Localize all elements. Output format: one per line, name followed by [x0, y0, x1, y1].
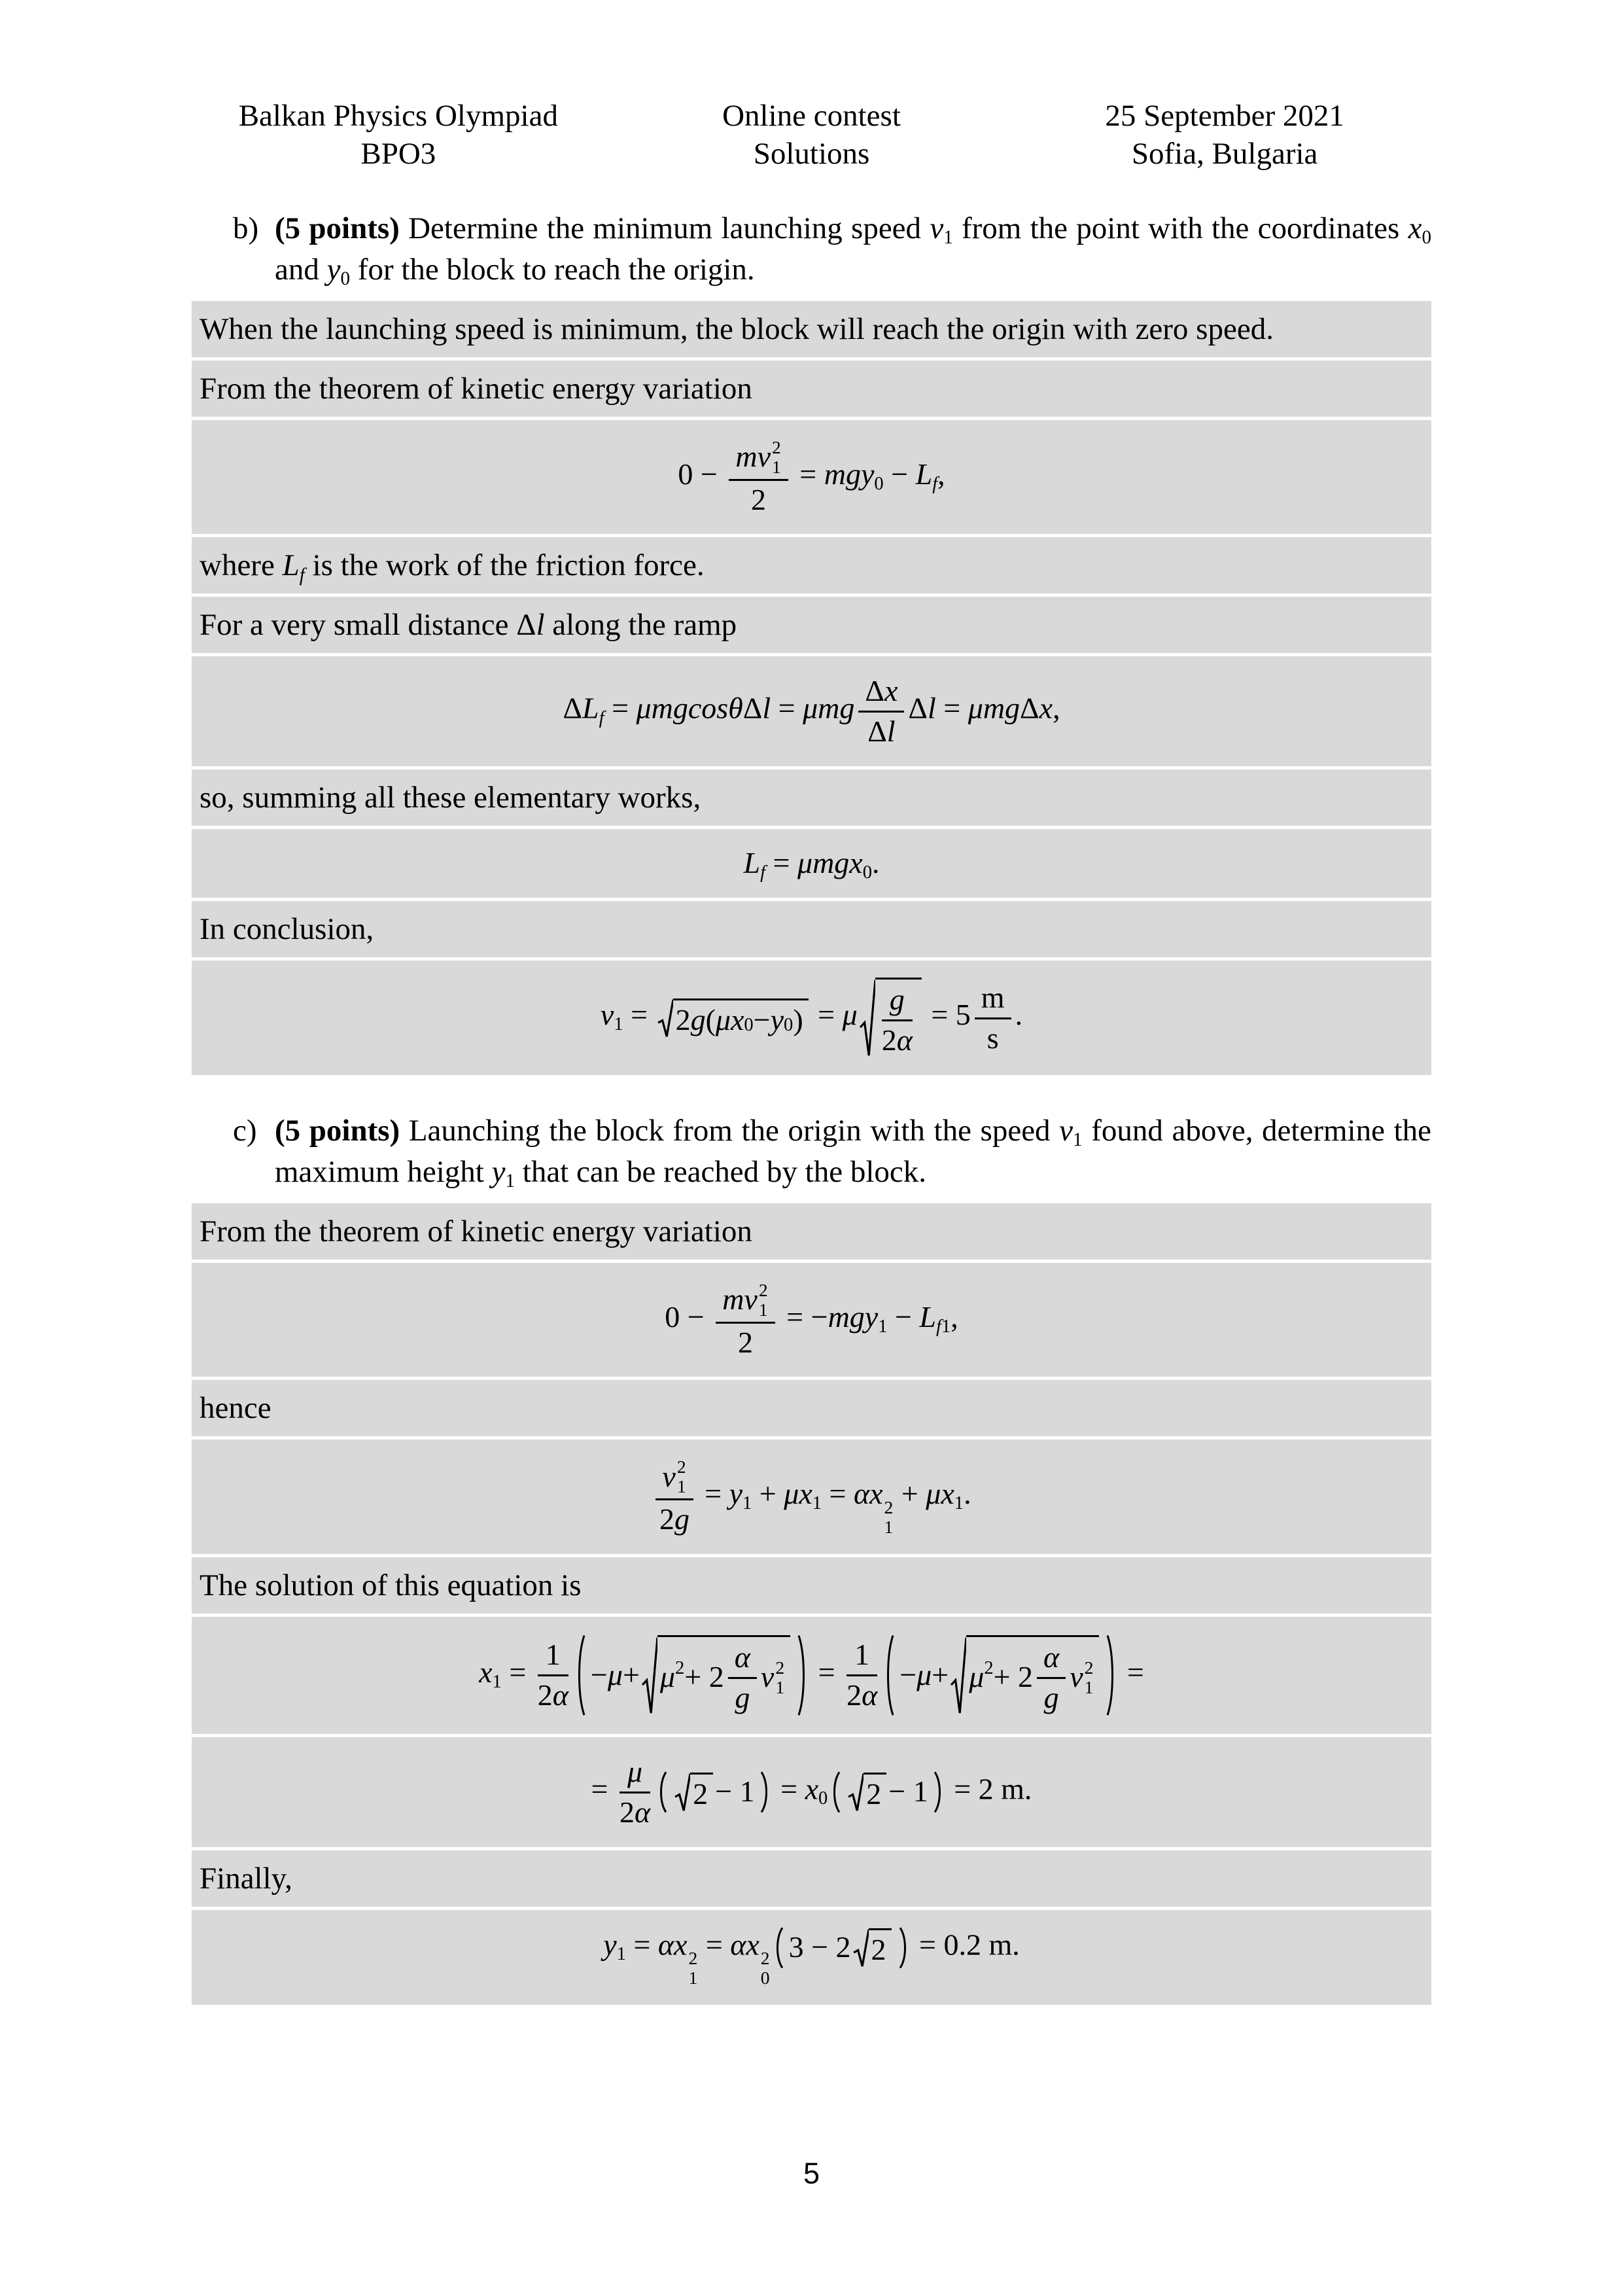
solution-b-equation-3: $L_f = \mu mgx_0$. — [192, 829, 1431, 898]
question-b — [233, 208, 1431, 291]
solution-c — [192, 1203, 1431, 2005]
solution-b-paragraph-4: For a very small distance Δl along the ramp — [192, 597, 1431, 653]
solution-b-paragraph-5: so, summing all these elementary works, — [192, 769, 1431, 826]
header-left-line2: BPO3 — [360, 137, 436, 171]
header-right-line1: 25 September 2021 — [1105, 99, 1344, 133]
solution-b-equation-1: 0 − m v 2 1 2 = $mgy_0 - L_f$, — [192, 420, 1431, 534]
header-center-line1: Online contest — [722, 99, 901, 133]
header-right-line2: Sofia, Bulgaria — [1131, 137, 1318, 171]
solution-b — [192, 301, 1431, 1075]
header-left — [192, 97, 605, 173]
solution-b-paragraph-6: In conclusion, — [192, 901, 1431, 957]
solution-c-equation-1: 0 − m v 2 1 2 = $-mgy_1 - L_{f1}$, — [192, 1263, 1431, 1377]
doc-header — [192, 0, 1431, 173]
solution-b-paragraph-3: where $L_f$ is the work of the friction force. — [192, 537, 1431, 593]
solution-b-equation-2: $\Delta L_f = \mu mgcos\theta\Delta l = \mu mg$ Δ x Δ l Δl = μmgΔx, — [192, 656, 1431, 766]
question-c-label: c) — [233, 1113, 257, 1148]
header-center-line2: Solutions — [753, 137, 870, 171]
solution-c-paragraph-2: hence — [192, 1380, 1431, 1436]
header-center — [605, 97, 1019, 173]
solution-c-equation-2: v 2 1 2 g = $y_1 + \mu x_1 = \alpha x$ 2 1 + $\mu x_1$. — [192, 1439, 1431, 1554]
solution-b-paragraph-1: When the launching speed is minimum, the block will reach the origin with zero speed. — [192, 301, 1431, 357]
solution-c-equation-4: = μ 2 α 2 − 1 = $x_0$ 2 − 1 = 2 m. — [192, 1737, 1431, 1847]
header-right — [1018, 97, 1431, 173]
solution-c-equation-3: $x_1$ = 1 2 α − μ + μ $^2$ + 2 $\frac{\alpha}{g}$ v 2 1 = 1 2 α − μ + μ $^2$ + 2 $\frac{\alpha}{g}$ v 2 1 = — [192, 1617, 1431, 1734]
question-b-label: b) — [233, 211, 259, 245]
solution-b-equation-4: $v_1$ = 2 g ( μx $_0$ − y $_0$ ) = μ g 2 α = 5 $\frac{m}{s}$ . — [192, 961, 1431, 1075]
page-content — [192, 208, 1431, 2005]
question-c-text: (5 points) Launching the block from the origin with the speed $v_1$ found above, determine the maximum height $y_1$ that can be reached by the block. — [275, 1113, 1431, 1192]
solution-c-paragraph-4: Finally, — [192, 1850, 1431, 1907]
solution-c-paragraph-1: From the theorem of kinetic energy variation — [192, 1203, 1431, 1260]
solution-c-equation-5: $y_1 = \alpha x$ 2 1 = αx 2 0 3 − 2 2 = 0.2 m. — [192, 1910, 1431, 2005]
solution-c-paragraph-3: The solution of this equation is — [192, 1557, 1431, 1614]
solution-b-paragraph-2: From the theorem of kinetic energy variation — [192, 361, 1431, 417]
question-c — [233, 1110, 1431, 1193]
question-b-text: (5 points) Determine the minimum launching speed $v_1$ from the point with the coordinates $x_0$ and $y_0$ for the block to reach the origin. — [275, 211, 1431, 290]
page-number: 5 — [803, 2157, 820, 2190]
header-left-line1: Balkan Physics Olympiad — [238, 99, 558, 133]
